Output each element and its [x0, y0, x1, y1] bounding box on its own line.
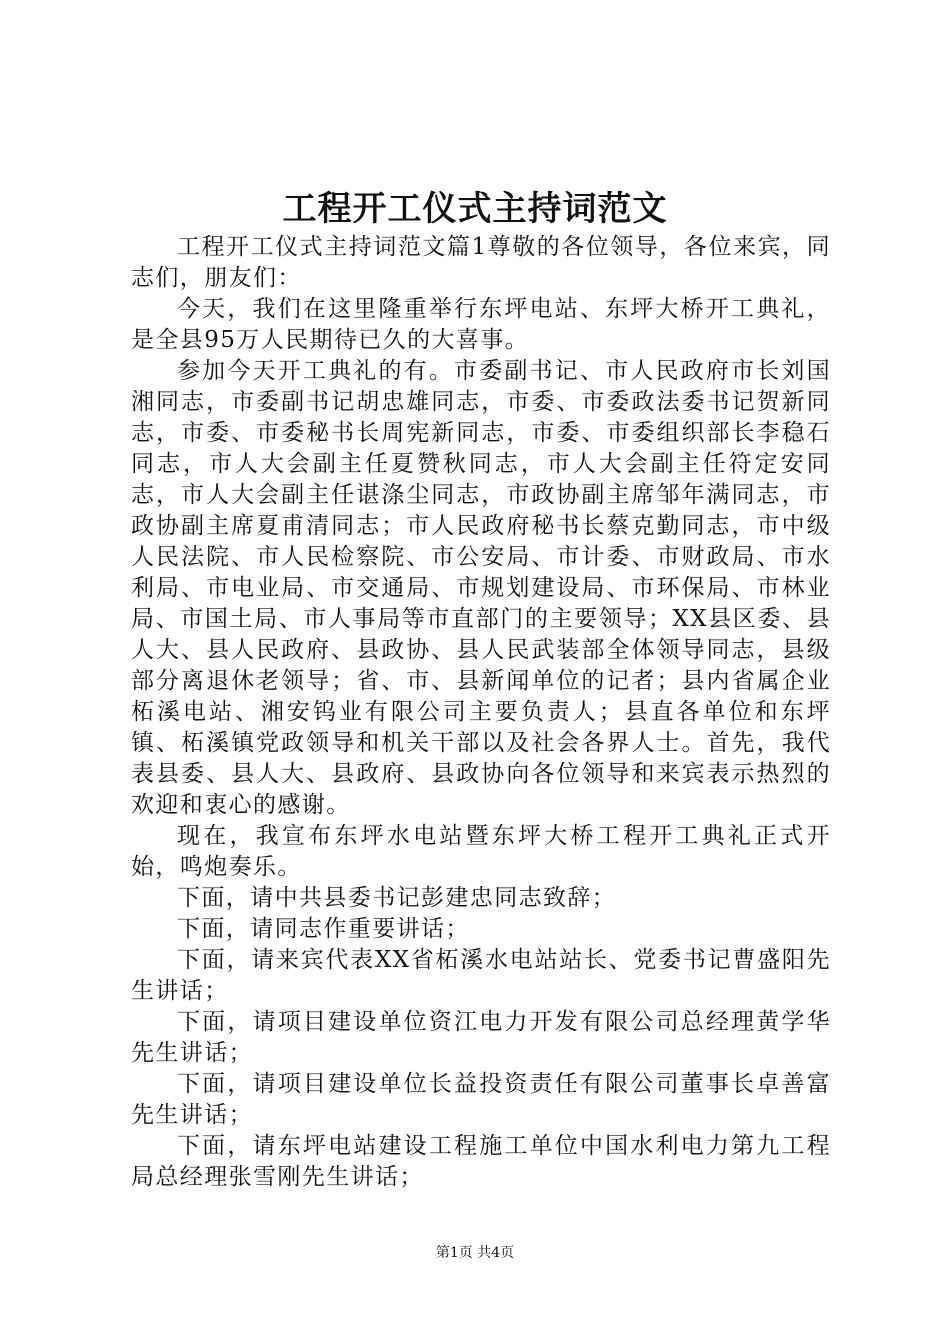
paragraph-speaker-5: 下面，请项目建设单位长益投资责任有限公司董事长卓善富先生讲话；	[131, 1071, 831, 1128]
document-title: 工程开工仪式主持词范文	[282, 189, 668, 229]
document-body	[131, 232, 831, 1193]
paragraph-speaker-4: 下面，请项目建设单位资江电力开发有限公司总经理黄学华先生讲话；	[131, 1009, 831, 1066]
paragraph-announcement: 现在，我宣布东坪水电站暨东坪大桥工程开工典礼正式开始，鸣炮奏乐。	[131, 823, 831, 880]
paragraph-speaker-6: 下面，请东坪电站建设工程施工单位中国水利电力第九工程局总经理张雪刚先生讲话；	[131, 1133, 831, 1190]
page-number-footer: 第1页 共4页	[435, 1245, 515, 1261]
paragraph-attendees: 参加今天开工典礼的有。市委副书记、市人民政府市长刘国湘同志，市委副书记胡忠雄同志，市委、市委政法委书记贺新同志，市委、市委秘书长周宪新同志，市委、市委组织部长李稳石同志，市人大会副主任夏赞秋同志，市人大会副主任符定安同志，市人大会副主任谌涤尘同志，市政协副主席邹年满同志，市政协副主席夏甫清同志；市人民政府秘书长蔡克勤同志，市中级人民法院、市人民检察院、市公安局、市计委、市财政局、市水利局、市电业局、市交通局、市规划建设局、市环保局、市林业局、市国土局、市人事局等市直部门的主要领导；XX县区委、县人大、县人民政府、县政协、县人民武装部全体领导同志，县级部分离退休老领导；省、市、县新闻单位的记者；县内省属企业柘溪电站、湘安钨业有限公司主要负责人；县直各单位和东坪镇、柘溪镇党政领导和机关干部以及社会各界人士。首先，我代表县委、县人大、县政府、县政协向各位领导和来宾表示热烈的欢迎和衷心的感谢。	[131, 358, 831, 818]
paragraph-speaker-3: 下面，请来宾代表XX省柘溪水电站站长、党委书记曹盛阳先生讲话；	[131, 947, 831, 1004]
paragraph-speaker-1: 下面，请中共县委书记彭建忠同志致辞；	[177, 885, 617, 911]
paragraph-opening: 今天，我们在这里隆重举行东坪电站、东坪大桥开工典礼，是全县95万人民期待已久的大喜事。	[131, 296, 831, 353]
paragraph-speaker-2: 下面，请同志作重要讲话；	[177, 916, 470, 942]
paragraph-greeting: 工程开工仪式主持词范文篇1尊敬的各位领导，各位来宾，同志们，朋友们：	[131, 234, 831, 291]
